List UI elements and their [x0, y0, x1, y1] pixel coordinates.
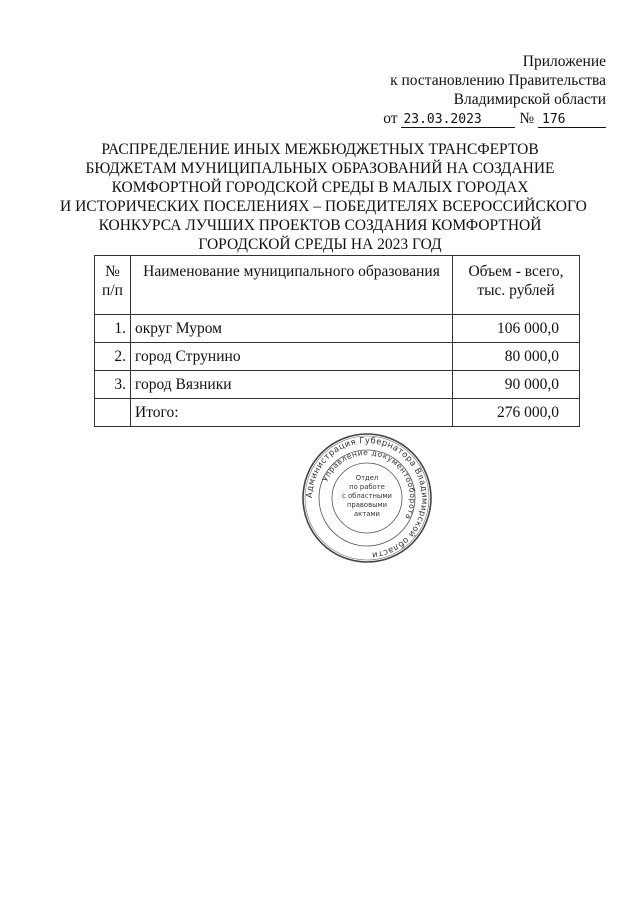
appendix-resolution: к постановлению Правительства — [390, 72, 606, 89]
row-number: 1. — [95, 315, 131, 343]
stamp-center-line: по работе — [349, 483, 385, 491]
table-row — [95, 343, 580, 371]
title-line: КОМФОРТНОЙ ГОРОДСКОЙ СРЕДЫ В МАЛЫХ ГОРОДАХ — [111, 179, 529, 196]
row-name: город Струнино — [131, 343, 453, 371]
stamp-center-line: правовыми — [346, 501, 388, 509]
stamp-inner-text: Управление документооборота — [320, 447, 418, 522]
title-line: КОНКУРСА ЛУЧШИХ ПРОЕКТОВ СОЗДАНИЯ КОМФОРТНОЙ — [98, 217, 542, 234]
title-line: И ИСТОРИЧЕСКИХ ПОСЕЛЕНИЯХ – ПОБЕДИТЕЛЯХ ВСЕРОССИЙСКОГО — [60, 198, 587, 215]
stamp-center-line: с областными — [342, 492, 392, 500]
row-volume: 90 000,0 — [453, 371, 580, 399]
table-total-row — [95, 399, 580, 427]
table-row — [95, 371, 580, 399]
header-volume-line: Объем - всего, — [468, 263, 564, 280]
total-volume: 276 000,0 — [453, 399, 580, 427]
official-stamp — [301, 432, 433, 564]
total-number — [95, 399, 131, 427]
header-number-line: № — [105, 263, 120, 280]
header-name: Наименование муниципального образования — [131, 256, 453, 315]
header-number-line: п/п — [102, 282, 123, 299]
appendix-date-line — [383, 109, 606, 128]
stamp-outer-text: Администрация Губернатора Владимирской области — [303, 434, 431, 561]
document-title — [60, 140, 587, 254]
header-volume — [453, 256, 580, 315]
stamp-center-line: Отдел — [355, 474, 379, 482]
header-number — [95, 256, 131, 315]
title-line: БЮДЖЕТАМ МУНИЦИПАЛЬНЫХ ОБРАЗОВАНИЙ НА СОЗДАНИЕ — [85, 160, 555, 177]
distribution-table — [94, 255, 580, 427]
resolution-date: 23.03.2023 — [401, 112, 515, 128]
row-name: город Вязники — [131, 371, 453, 399]
row-volume: 80 000,0 — [453, 343, 580, 371]
table-row — [95, 315, 580, 343]
table-header-row — [95, 256, 580, 315]
total-label: Итого: — [131, 399, 453, 427]
resolution-number: 176 — [538, 112, 606, 128]
number-prefix: № — [519, 110, 535, 127]
row-volume: 106 000,0 — [453, 315, 580, 343]
header-volume-line: тыс. рублей — [477, 282, 555, 299]
title-line: ГОРОДСКОЙ СРЕДЫ НА 2023 ГОД — [198, 236, 442, 253]
title-line: РАСПРЕДЕЛЕНИЕ ИНЫХ МЕЖБЮДЖЕТНЫХ ТРАНСФЕРТОВ — [101, 141, 539, 158]
appendix-header — [383, 52, 606, 128]
row-number: 2. — [95, 343, 131, 371]
appendix-label: Приложение — [522, 53, 606, 70]
row-number: 3. — [95, 371, 131, 399]
date-prefix: от — [383, 110, 398, 127]
appendix-region: Владимирской области — [453, 91, 606, 108]
row-name: округ Муром — [131, 315, 453, 343]
stamp-center-line: актами — [354, 510, 380, 518]
